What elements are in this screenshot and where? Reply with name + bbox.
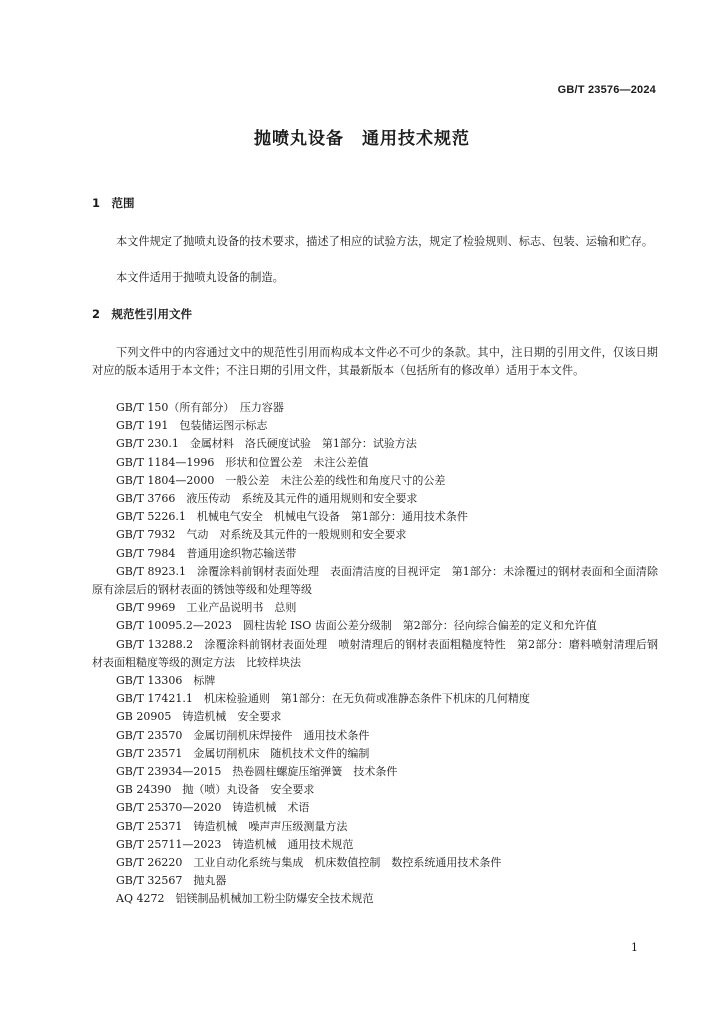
reference-item: GB/T 23570 金属切削机床焊接件 通用技术条件	[116, 728, 370, 742]
reference-item: GB/T 7932 气动 对系统及其元件的一般规则和安全要求	[116, 528, 407, 542]
normative-reference-list	[92, 399, 658, 909]
section-1-paragraph-1: 本文件规定了抛喷丸设备的技术要求，描述了相应的试验方法，规定了检验规则、标志、包装、运输和贮存。	[116, 235, 654, 248]
reference-item: GB/T 25711—2023 铸造机械 通用技术规范	[116, 837, 354, 851]
reference-item: GB/T 5226.1 机械电气安全 机械电气设备 第1部分：通用技术条件	[116, 510, 468, 524]
reference-item: AQ 4272 铝镁制品机械加工粉尘防爆安全技术规范	[116, 892, 374, 906]
reference-item: GB/T 1804—2000 一般公差 未注公差的线性和角度尺寸的公差	[116, 473, 446, 487]
reference-item: GB/T 230.1 金属材料 洛氏硬度试验 第1部分：试验方法	[116, 437, 417, 451]
reference-item: GB 24390 抛（喷）丸设备 安全要求	[116, 783, 315, 797]
section-2-intro: 下列文件中的内容通过文中的规范性引用而构成本文件必不可少的条款。其中，注日期的引用文件，仅该日期对应的版本适用于本文件；不注日期的引用文件，其最新版本（包括所有的修改单）适用于本文件。	[92, 346, 658, 377]
reference-item: GB/T 3766 液压传动 系统及其元件的通用规则和安全要求	[116, 492, 418, 506]
reference-item: GB/T 191 包装储运图示标志	[116, 419, 268, 433]
section-1-heading: 1 范围	[92, 196, 135, 210]
reference-item: GB/T 8923.1 涂覆涂料前钢材表面处理 表面清洁度的目视评定 第1部分：未涂覆过的钢材表面和全面清除原有涂层后的钢材表面的锈蚀等级和处理等级	[92, 564, 658, 597]
reference-item: GB/T 25371 铸造机械 噪声声压级测量方法	[116, 819, 348, 833]
reference-item: GB/T 32567 抛丸器	[116, 874, 227, 888]
reference-item: GB/T 10095.2—2023 圆柱齿轮 ISO 齿面公差分级制 第2部分：径向综合偏差的定义和允许值	[116, 619, 597, 633]
reference-item: GB 20905 铸造机械 安全要求	[116, 710, 282, 724]
reference-item: GB/T 13288.2 涂覆涂料前钢材表面处理 喷射清理后的钢材表面粗糙度特性 第2部分：磨料喷射清理后钢材表面粗糙度等级的测定方法 比较样块法	[92, 637, 658, 669]
section-2-heading: 2 规范性引用文件	[92, 307, 193, 321]
reference-item: GB/T 25370—2020 铸造机械 术语	[116, 801, 310, 815]
standard-number: GB/T 23576—2024	[557, 84, 656, 96]
reference-item: GB/T 150（所有部分） 压力容器	[116, 401, 284, 414]
reference-item: GB/T 23934—2015 热卷圆柱螺旋压缩弹簧 技术条件	[116, 765, 398, 779]
reference-item: GB/T 17421.1 机床检验通则 第1部分：在无负荷或准静态条件下机床的几何精度	[116, 692, 530, 706]
page-number: 1	[631, 941, 638, 954]
reference-item: GB/T 7984 普通用途织物芯输送带	[116, 546, 297, 560]
reference-item: GB/T 1184—1996 形状和位置公差 未注公差值	[116, 455, 369, 469]
reference-item: GB/T 26220 工业自动化系统与集成 机床数值控制 数控系统通用技术条件	[116, 856, 502, 870]
reference-item: GB/T 23571 金属切削机床 随机技术文件的编制	[116, 746, 370, 760]
document-title: 抛喷丸设备 通用技术规范	[254, 129, 470, 149]
reference-item: GB/T 13306 标牌	[116, 674, 216, 688]
section-1-paragraph-2: 本文件适用于抛喷丸设备的制造。	[116, 271, 284, 284]
reference-item: GB/T 9969 工业产品说明书 总则	[116, 601, 297, 615]
